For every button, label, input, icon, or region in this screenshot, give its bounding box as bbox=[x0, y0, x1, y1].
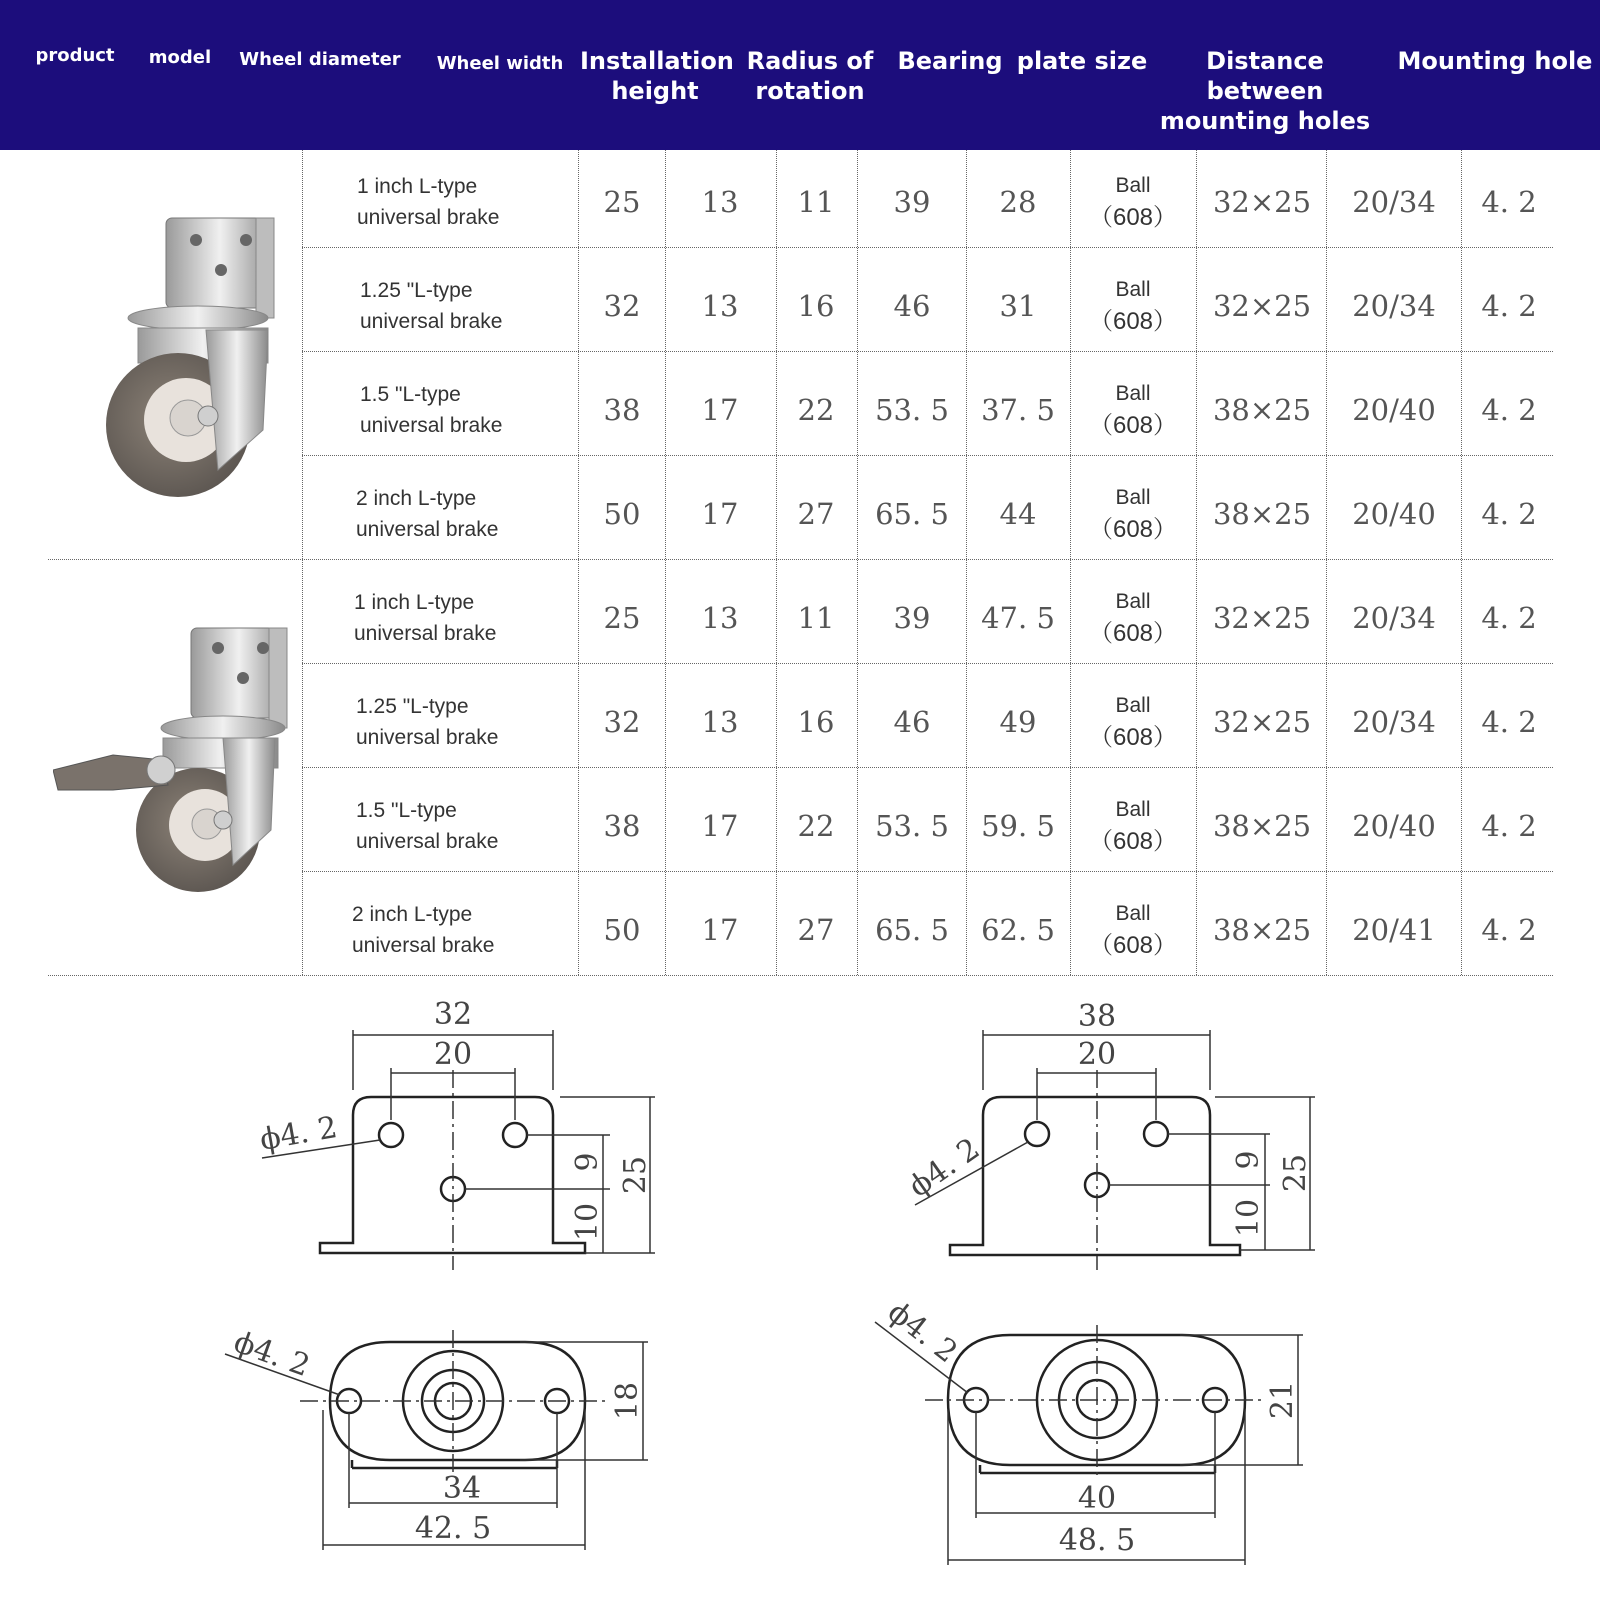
value-cell: 65. 5 bbox=[875, 913, 949, 947]
left-front-h1-label: 9 bbox=[570, 1152, 605, 1172]
value-cell: 17 bbox=[701, 809, 739, 843]
plate-size-cell: 32×25 bbox=[1212, 289, 1312, 323]
bearing-code: （608） bbox=[1088, 308, 1178, 335]
model-cell: 2 inch L-type universal brake bbox=[356, 487, 499, 541]
value-cell: 62. 5 bbox=[981, 913, 1055, 947]
right-front-hole-label: ϕ4. 2 bbox=[902, 1131, 987, 1205]
value-cell: 16 bbox=[797, 289, 835, 323]
value-cell: 37. 5 bbox=[981, 393, 1055, 427]
value-cell: 11 bbox=[797, 185, 835, 219]
table-header bbox=[0, 0, 1600, 150]
bearing-type: Ball bbox=[1115, 486, 1151, 509]
bearing-code: （608） bbox=[1088, 412, 1178, 439]
bearing-type: Ball bbox=[1115, 382, 1151, 405]
distance-cell: 20/40 bbox=[1352, 809, 1436, 843]
value-cell: 28 bbox=[999, 185, 1037, 219]
mounting-hole-cell: 4. 2 bbox=[1481, 705, 1537, 739]
mounting-hole-cell: 4. 2 bbox=[1481, 393, 1537, 427]
header-distance-between-holes: Distance between mounting holes bbox=[1159, 47, 1371, 135]
distance-cell: 20/34 bbox=[1352, 601, 1436, 635]
bearing-code: （608） bbox=[1088, 828, 1178, 855]
bearing-code: （608） bbox=[1088, 932, 1178, 959]
value-cell: 16 bbox=[797, 705, 835, 739]
header-model: model bbox=[148, 47, 212, 68]
value-cell: 27 bbox=[797, 913, 835, 947]
left-bottom-hole-label: ϕ4. 2 bbox=[229, 1324, 315, 1385]
distance-cell: 20/40 bbox=[1352, 497, 1436, 531]
value-cell: 13 bbox=[701, 705, 739, 739]
right-bottom-spacing-label: 40 bbox=[1077, 1481, 1117, 1516]
value-cell: 44 bbox=[999, 497, 1037, 531]
plate-size-cell: 32×25 bbox=[1212, 705, 1312, 739]
header-mounting-hole: Mounting hole bbox=[1397, 47, 1593, 75]
left-bottom-height-label: 18 bbox=[610, 1381, 645, 1421]
plate-size-cell: 32×25 bbox=[1212, 185, 1312, 219]
value-cell: 13 bbox=[701, 185, 739, 219]
header-plate-size: plate size bbox=[1016, 47, 1148, 75]
bearing-cell bbox=[1089, 586, 1177, 650]
bearing-type: Ball bbox=[1115, 902, 1151, 925]
plate-size-cell: 32×25 bbox=[1212, 601, 1312, 635]
left-front-width-label: 32 bbox=[433, 997, 473, 1032]
value-cell: 39 bbox=[893, 185, 931, 219]
value-cell: 50 bbox=[603, 497, 641, 531]
model-cell: 1.25 "L-type universal brake bbox=[356, 695, 499, 749]
right-front-h2-label: 10 bbox=[1231, 1198, 1266, 1238]
bearing-code: （608） bbox=[1088, 204, 1178, 231]
bearing-cell bbox=[1089, 794, 1177, 858]
value-cell: 53. 5 bbox=[875, 809, 949, 843]
header-product: product bbox=[35, 45, 115, 66]
bearing-type: Ball bbox=[1115, 278, 1151, 301]
model-cell: 1.25 "L-type universal brake bbox=[360, 279, 503, 333]
value-cell: 47. 5 bbox=[981, 601, 1055, 635]
bearing-type: Ball bbox=[1115, 798, 1151, 821]
value-cell: 17 bbox=[701, 913, 739, 947]
header-wheel-diameter: Wheel diameter bbox=[239, 49, 401, 70]
l-type-caster-no-brake-icon bbox=[78, 210, 288, 510]
bearing-cell bbox=[1089, 170, 1177, 234]
value-cell: 32 bbox=[603, 289, 641, 323]
model-cell: 1 inch L-type universal brake bbox=[357, 175, 500, 229]
value-cell: 46 bbox=[893, 705, 931, 739]
plate-size-cell: 38×25 bbox=[1212, 393, 1312, 427]
right-bottom-hole-label: ϕ4. 2 bbox=[881, 1294, 964, 1371]
bearing-type: Ball bbox=[1115, 590, 1151, 613]
right-bottom-overall-label: 48. 5 bbox=[1058, 1523, 1136, 1558]
value-cell: 22 bbox=[797, 393, 835, 427]
value-cell: 65. 5 bbox=[875, 497, 949, 531]
value-cell: 27 bbox=[797, 497, 835, 531]
header-wheel-width: Wheel width bbox=[436, 53, 564, 74]
right-front-view bbox=[950, 1097, 1240, 1255]
model-cell: 1.5 "L-type universal brake bbox=[356, 799, 499, 853]
bearing-cell bbox=[1089, 898, 1177, 962]
mounting-hole-cell: 4. 2 bbox=[1481, 601, 1537, 635]
distance-cell: 20/34 bbox=[1352, 705, 1436, 739]
mounting-hole-cell: 4. 2 bbox=[1481, 809, 1537, 843]
left-bottom-spacing-label: 34 bbox=[442, 1471, 482, 1506]
model-cell: 1.5 "L-type universal brake bbox=[360, 383, 503, 437]
technical-drawings bbox=[0, 980, 1600, 1600]
distance-cell: 20/34 bbox=[1352, 185, 1436, 219]
left-front-h2-label: 10 bbox=[570, 1202, 605, 1242]
distance-cell: 20/41 bbox=[1352, 913, 1436, 947]
l-type-caster-with-brake-icon bbox=[53, 620, 293, 910]
right-front-width-label: 38 bbox=[1077, 999, 1117, 1034]
bearing-cell bbox=[1089, 274, 1177, 338]
bearing-cell bbox=[1089, 378, 1177, 442]
value-cell: 50 bbox=[603, 913, 641, 947]
value-cell: 38 bbox=[603, 393, 641, 427]
mounting-hole-cell: 4. 2 bbox=[1481, 289, 1537, 323]
left-bottom-view bbox=[330, 1342, 585, 1468]
value-cell: 13 bbox=[701, 289, 739, 323]
left-front-height-label: 25 bbox=[618, 1155, 653, 1195]
bearing-code: （608） bbox=[1088, 724, 1178, 751]
value-cell: 17 bbox=[701, 497, 739, 531]
plate-size-cell: 38×25 bbox=[1212, 809, 1312, 843]
right-front-h1-label: 9 bbox=[1231, 1150, 1266, 1170]
value-cell: 22 bbox=[797, 809, 835, 843]
bearing-type: Ball bbox=[1115, 694, 1151, 717]
distance-cell: 20/40 bbox=[1352, 393, 1436, 427]
bearing-code: （608） bbox=[1088, 516, 1178, 543]
right-front-height-label: 25 bbox=[1278, 1153, 1313, 1193]
value-cell: 32 bbox=[603, 705, 641, 739]
bearing-code: （608） bbox=[1088, 620, 1178, 647]
plate-size-cell: 38×25 bbox=[1212, 497, 1312, 531]
left-bottom-overall-label: 42. 5 bbox=[414, 1511, 492, 1546]
value-cell: 46 bbox=[893, 289, 931, 323]
value-cell: 11 bbox=[797, 601, 835, 635]
plate-size-cell: 38×25 bbox=[1212, 913, 1312, 947]
value-cell: 53. 5 bbox=[875, 393, 949, 427]
spec-table bbox=[48, 150, 1553, 975]
right-bottom-height-label: 21 bbox=[1265, 1380, 1300, 1420]
value-cell: 49 bbox=[999, 705, 1037, 739]
bearing-type: Ball bbox=[1115, 174, 1151, 197]
value-cell: 13 bbox=[701, 601, 739, 635]
model-cell: 2 inch L-type universal brake bbox=[352, 903, 495, 957]
value-cell: 17 bbox=[701, 393, 739, 427]
model-cell: 1 inch L-type universal brake bbox=[354, 591, 497, 645]
value-cell: 39 bbox=[893, 601, 931, 635]
value-cell: 25 bbox=[603, 185, 641, 219]
mounting-hole-cell: 4. 2 bbox=[1481, 497, 1537, 531]
distance-cell: 20/34 bbox=[1352, 289, 1436, 323]
mounting-hole-cell: 4. 2 bbox=[1481, 185, 1537, 219]
header-installation-height: Installation height bbox=[580, 47, 734, 105]
left-front-hole-label: ϕ4. 2 bbox=[257, 1109, 340, 1158]
value-cell: 31 bbox=[999, 289, 1037, 323]
bearing-cell bbox=[1089, 482, 1177, 546]
header-radius-of-rotation: Radius of rotation bbox=[746, 47, 874, 105]
left-front-spacing-label: 20 bbox=[433, 1037, 473, 1072]
value-cell: 38 bbox=[603, 809, 641, 843]
header-bearing: Bearing bbox=[897, 47, 1003, 75]
right-front-spacing-label: 20 bbox=[1077, 1037, 1117, 1072]
value-cell: 25 bbox=[603, 601, 641, 635]
value-cell: 59. 5 bbox=[981, 809, 1055, 843]
mounting-hole-cell: 4. 2 bbox=[1481, 913, 1537, 947]
bearing-cell bbox=[1089, 690, 1177, 754]
